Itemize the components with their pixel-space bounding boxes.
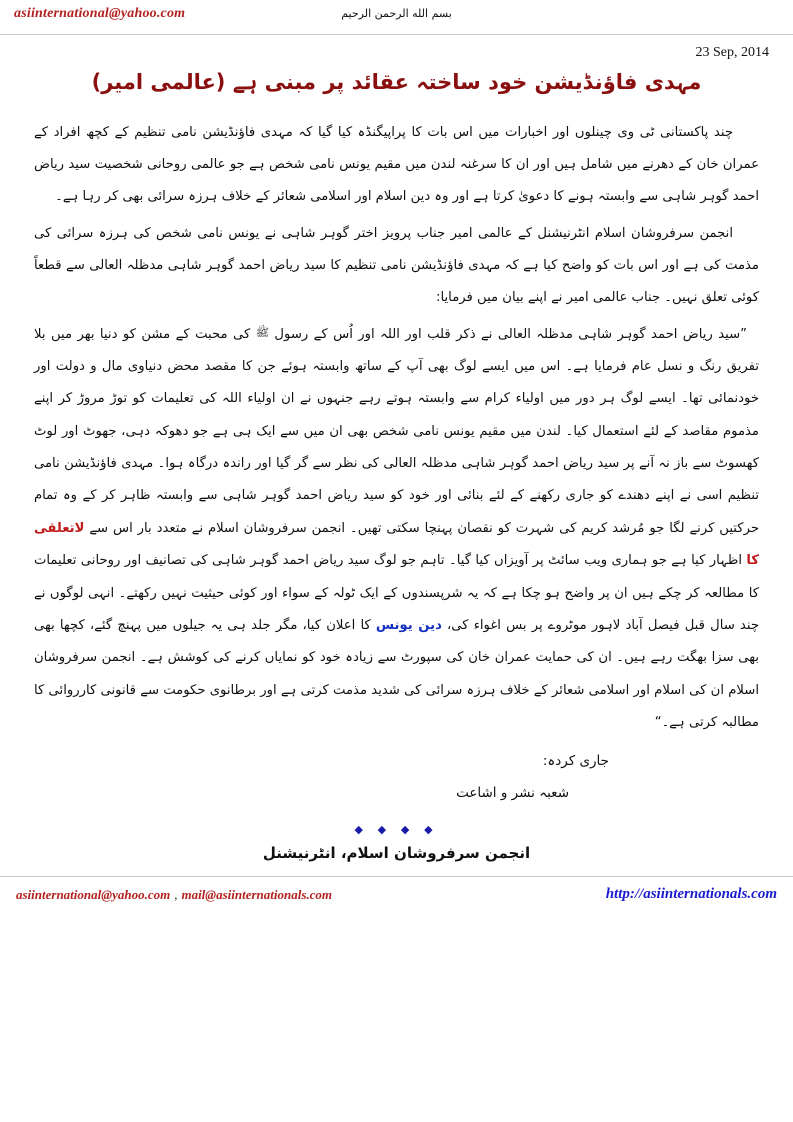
paragraph-1: چند پاکستانی ٹی وی چینلوں اور اخبارات میں اس بات کا پراپیگنڈہ کیا گیا کہ مہدی فاؤنڈیشن نامی تنظیم کے کچھ افراد کے عمران خان کے دھرنے میں شامل ہیں اور ان کا سرغنہ لندن میں مقیم یونس نامی شخص ہے جو عالمی روحانی شخصیت سید ریاض احمد گوہر شاہی سے وابستہ ہونے کا دعویٰ کرتا ہے اور وہ دین اسلام اور اسلامی شعائر کے خلاف ہرزہ سرائی بھی کر رہا ہے۔ [34, 124, 759, 205]
bismillah-text: بسم الله الرحمن الرحيم [341, 7, 452, 20]
footer-website-link[interactable]: http://asiinternationals.com [605, 886, 777, 903]
signature-block [0, 743, 793, 801]
footer-emails [16, 887, 332, 903]
page-title: مہدی فاؤنڈیشن خود ساختہ عقائد پر مبنی ہے (عالمی امیر) [91, 70, 702, 94]
footer-email-1[interactable]: asiinternational@yahoo.com [16, 887, 171, 903]
page-footer [0, 877, 793, 913]
organization-name: انجمن سرفروشان اسلام، انٹرنیشنل [262, 844, 531, 863]
paragraph-quote [34, 319, 759, 739]
paragraph-2: انجمن سرفروشان اسلام انٹرنیشنل کے عالمی امیر جناب پرویز اختر گوہر شاہی نے یونس نامی شخص کی ہرزہ سرائی کی مذمت کی ہے اور اس بات کو واضح کیا ہے کہ مہدی فاؤنڈیشن نامی تنظیم کا سید ریاض احمد گوہر شاہی مدظلہ العالی سے قطعاً کوئی تعلق نہیں۔ جناب عالمی امیر نے اپنے بیان میں فرمایا: [34, 225, 759, 306]
title-block [0, 35, 793, 103]
quote-segment-4: کا اعلان کیا، مگر جلد ہی یہ جیلوں میں پہنچ گئے، کچھا بھی بھی سزا بھگت رہے ہیں۔ ان کی حمایت عمران خان کی سپورٹ سے زیادہ خود کو نمایاں کرنے کی کوشش ہے۔ انجمن سرفروشان اسلام ان کی اسلام اور اسلامی شعائر کے خلاف ہرزہ سرائی کی شدید مذمت کرتی ہے اور برطانوی حکومت سے قانونی کارروائی کا مطالبہ کرتی ہے۔“ [34, 617, 759, 730]
document-body [0, 103, 793, 740]
footer-email-separator: , [174, 887, 178, 903]
quote-segment-1: ”سید ریاض احمد گوہر شاہی مدظلہ العالی نے ذکر قلب اور اللہ اور اُس کے رسول [269, 326, 748, 342]
highlight-blue-text: دین یونس [375, 617, 442, 633]
document-date: 23 Sep, 2014 [695, 45, 769, 60]
page-header [0, 0, 793, 34]
signature-issued-by: جاری کردہ: [542, 753, 609, 770]
durood-symbol: ﷺ [255, 325, 270, 339]
highlight-red-text: لاتعلقی کا [34, 520, 759, 569]
diamond-divider-icon: ◆ ◆ ◆ ◆ [354, 824, 439, 837]
header-email: asiinternational@yahoo.com [14, 6, 186, 21]
quote-segment-2: کی محبت کے مشن کو دنیا بھر میں بلا تفریق رنگ و نسل عام فرمایا ہے۔ اس میں ایسے لوگ بھی آپ کے ساتھ وابستہ ہوئے جن کا مقصد محض دنیاوی مال و دولت اور خودنمائی تھا۔ ایسے لوگ ہر دور میں اولیاء کرام سے وابستہ ہوتے رہے جنہوں نے ان اولیاء اللہ کی تعلیمات کو توڑ مروڑ کر اپنے مذموم مقاصد کے لئے استعمال کیا۔ لندن میں مقیم یونس نامی شخص بھی ان میں سے ایک ہی ہے جو دھوکہ دہی، جھوٹ اور لوٹ کھسوٹ سے باز نہ آنے پر سید ریاض احمد گوہر شاہی مدظلہ العالی کی نظر سے گر گیا اور راندہ درگاہ ہوا۔ مہدی فاؤنڈیشن نامی تنظیم اسی نے اپنے دھندے کو جاری رکھنے کے لئے بنائی اور خود کو سید ریاض احمد گوہر شاہی سے وابستہ ظاہر کر کے وہ تمام حرکتیں کرنے لگا جو مُرشد کریم کی شہرت کو نقصان پہنچا سکتی تھیں۔ انجمن سرفروشان اسلام نے متعدد بار اس سے [34, 326, 759, 536]
footer-email-2[interactable]: mail@asiinternationals.com [181, 887, 333, 903]
signature-department: شعبہ نشر و اشاعت [456, 785, 569, 802]
quote-segment-3: اظہار کیا ہے جو ہماری ویب سائٹ پر آویزاں کیا گیا۔ تاہم جو لوگ سید ریاض احمد گوہر شاہی کی تصانیف اور روحانی تعلیمات کا مطالعہ کر چکے ہیں ان پر واضح ہو چکا ہے کہ یہ شرپسندوں کے ایک ٹولہ کے سواء اور کوئی حیثیت نہیں رکھتے۔ انہی لوگوں نے چند سال قبل فیصل آباد لاہور موٹروے پر بس اغواء کی، [34, 553, 759, 633]
